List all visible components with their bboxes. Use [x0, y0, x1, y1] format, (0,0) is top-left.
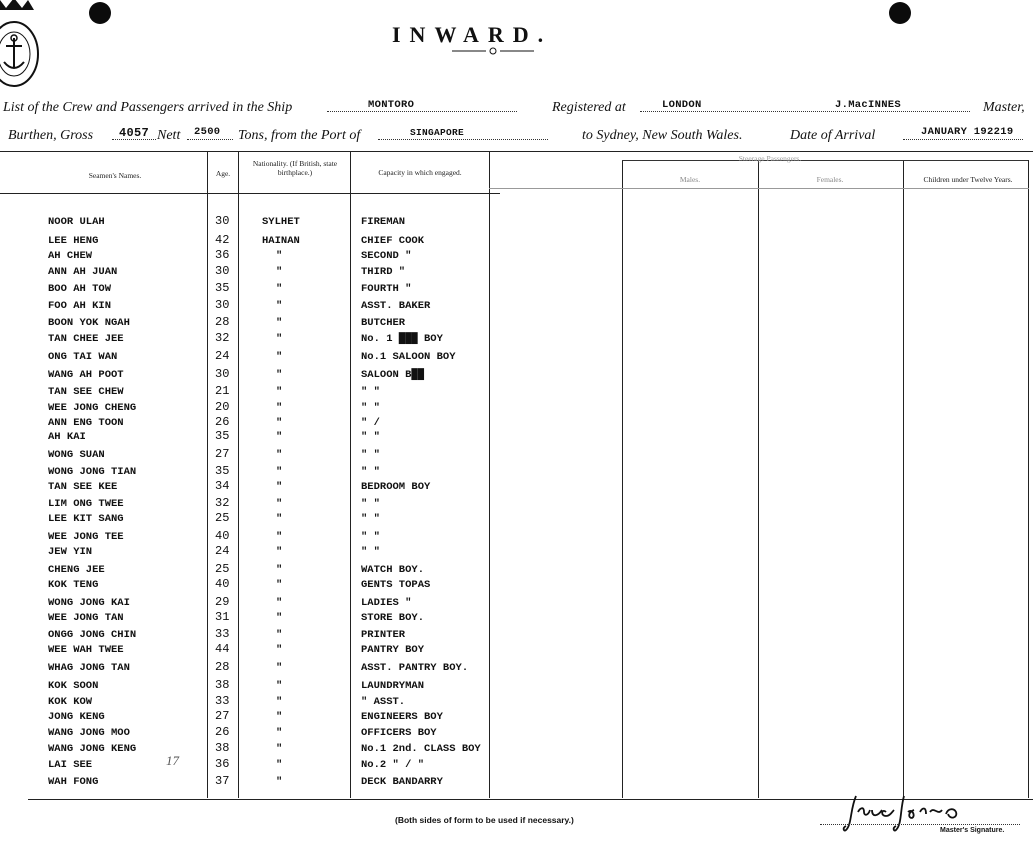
crew-capacity-cell: No.2 " / " — [361, 759, 425, 771]
crew-nationality-cell: " — [276, 579, 283, 591]
crew-nationality-cell: " — [276, 369, 283, 381]
crew-name-cell: FOO AH KIN — [48, 300, 112, 312]
crew-age-cell: 35 — [215, 464, 230, 478]
crew-capacity-cell: " " — [361, 466, 380, 478]
crew-capacity-cell: WATCH BOY. — [361, 564, 425, 576]
crew-age-cell: 21 — [215, 384, 230, 398]
crew-age-cell: 44 — [215, 642, 230, 656]
crew-nationality-cell: " — [276, 351, 283, 363]
crew-age-cell: 27 — [215, 447, 230, 461]
crew-nationality-cell: " — [276, 402, 283, 414]
crew-nationality-cell: " — [276, 466, 283, 478]
label-master: Master, — [983, 100, 1025, 115]
label-nett: Nett — [157, 128, 181, 143]
header-steerage-passengers: Steerage Passengers. — [738, 154, 802, 163]
crew-capacity-cell: No. 1 ███ BOY — [361, 333, 443, 345]
crew-capacity-cell: " " — [361, 449, 380, 461]
crew-name-cell: LEE HENG — [48, 235, 99, 247]
header-seamens-names: Seamen's Names. — [88, 171, 142, 180]
crew-name-cell: BOON YOK NGAH — [48, 317, 130, 329]
crew-nationality-cell: " — [276, 759, 283, 771]
header-capacity: Capacity in which engaged. — [378, 168, 462, 177]
crew-nationality-cell: " — [276, 546, 283, 558]
crew-capacity-cell: THIRD " — [361, 266, 406, 278]
crew-nationality-cell: " — [276, 644, 283, 656]
crew-age-cell: 28 — [215, 315, 230, 329]
ship-name-value: MONTORO — [368, 99, 415, 111]
margin-annotation: 17 — [166, 753, 179, 768]
crew-nationality-cell: " — [276, 711, 283, 723]
crew-nationality-cell: SYLHET — [262, 216, 300, 228]
crew-capacity-cell: ASST. BAKER — [361, 300, 431, 312]
crew-capacity-cell: " " — [361, 531, 380, 543]
crew-age-cell: 42 — [215, 233, 230, 247]
crew-age-cell: 37 — [215, 774, 230, 788]
crew-age-cell: 38 — [215, 741, 230, 755]
nett-tonnage-value: 2500 — [194, 126, 221, 138]
crew-name-cell: WAH FONG — [48, 776, 99, 788]
crew-nationality-cell: " — [276, 680, 283, 692]
crew-nationality-cell: " — [276, 513, 283, 525]
crew-nationality-cell: HAINAN — [262, 235, 300, 247]
signature-caption: Master's Signature. — [940, 827, 1005, 834]
crew-nationality-cell: " — [276, 564, 283, 576]
crew-nationality-cell: " — [276, 449, 283, 461]
header-age: Age. — [215, 169, 231, 178]
crew-capacity-cell: PRINTER — [361, 629, 406, 641]
crew-age-cell: 30 — [215, 367, 230, 381]
header-females: Females. — [816, 175, 844, 184]
crew-age-cell: 33 — [215, 694, 230, 708]
crew-age-cell: 35 — [215, 429, 230, 443]
column-rule — [1028, 160, 1029, 798]
crew-age-cell: 30 — [215, 298, 230, 312]
crew-name-cell: BOO AH TOW — [48, 283, 112, 295]
header-children: Children under Twelve Years. — [923, 175, 1013, 184]
crew-capacity-cell: OFFICERS BOY — [361, 727, 437, 739]
document-title: INWARD. — [392, 22, 553, 47]
crew-nationality-cell: " — [276, 333, 283, 345]
label-date-of-arrival: Date of Arrival — [790, 128, 876, 143]
crew-name-cell: WHAG JONG TAN — [48, 662, 130, 674]
crew-name-cell: TAN CHEE JEE — [48, 333, 124, 345]
crew-capacity-cell: GENTS TOPAS — [361, 579, 431, 591]
crew-nationality-cell: " — [276, 612, 283, 624]
header-males: Males. — [679, 175, 701, 184]
punch-hole-right — [889, 2, 911, 24]
crew-capacity-cell: LADIES " — [361, 597, 412, 609]
crew-name-cell: WEE WAH TWEE — [48, 644, 124, 656]
crew-name-cell: ANN ENG TOON — [48, 417, 124, 429]
crew-name-cell: WONG JONG TIAN — [48, 466, 137, 478]
crew-name-cell: JONG KENG — [48, 711, 105, 723]
column-rule — [622, 160, 623, 798]
crew-name-cell: WEE JONG TAN — [48, 612, 124, 624]
crew-name-cell: TAN SEE CHEW — [48, 386, 124, 398]
crew-name-cell: LIM ONG TWEE — [48, 498, 124, 510]
crew-capacity-cell: " " — [361, 431, 380, 443]
crew-nationality-cell: " — [276, 776, 283, 788]
crew-nationality-cell: " — [276, 317, 283, 329]
crew-capacity-cell: ENGINEERS BOY — [361, 711, 443, 723]
crew-capacity-cell: BUTCHER — [361, 317, 406, 329]
table-header-rule — [0, 193, 500, 194]
crew-capacity-cell: DECK BANDARRY — [361, 776, 443, 788]
column-rule — [238, 152, 239, 798]
title-ornament — [452, 47, 534, 55]
crew-age-cell: 33 — [215, 627, 230, 641]
crew-nationality-cell: " — [276, 386, 283, 398]
crew-age-cell: 25 — [215, 562, 230, 576]
crew-age-cell: 40 — [215, 577, 230, 591]
crew-age-cell: 36 — [215, 757, 230, 771]
crew-age-cell: 32 — [215, 331, 230, 345]
signature-line — [820, 824, 1020, 825]
crew-nationality-cell: " — [276, 662, 283, 674]
crew-nationality-cell: " — [276, 431, 283, 443]
crew-age-cell: 40 — [215, 529, 230, 543]
crew-name-cell: AH KAI — [48, 431, 86, 443]
crew-capacity-cell: " " — [361, 546, 380, 558]
label-to-sydney: to Sydney, New South Wales. — [582, 128, 743, 143]
crew-nationality-cell: " — [276, 597, 283, 609]
crew-nationality-cell: " — [276, 629, 283, 641]
crew-name-cell: JEW YIN — [48, 546, 93, 558]
crew-name-cell: ANN AH JUAN — [48, 266, 118, 278]
crew-nationality-cell: " — [276, 498, 283, 510]
crew-capacity-cell: FIREMAN — [361, 216, 406, 228]
label-burthen-gross: Burthen, Gross — [8, 128, 94, 143]
column-rule — [207, 152, 208, 798]
crew-age-cell: 26 — [215, 725, 230, 739]
crew-nationality-cell: " — [276, 300, 283, 312]
crew-age-cell: 24 — [215, 349, 230, 363]
crew-name-cell: WEE JONG TEE — [48, 531, 124, 543]
crew-name-cell: LAI SEE — [48, 759, 93, 771]
crew-capacity-cell: " / — [361, 417, 380, 429]
crew-capacity-cell: FOURTH " — [361, 283, 412, 295]
crew-nationality-cell: " — [276, 283, 283, 295]
gross-tonnage-value: 4057 — [119, 126, 150, 140]
crew-age-cell: 29 — [215, 595, 230, 609]
crew-name-cell: WONG SUAN — [48, 449, 105, 461]
crew-name-cell: WEE JONG CHENG — [48, 402, 137, 414]
crew-age-cell: 26 — [215, 415, 230, 429]
port-of-departure-value: SINGAPORE — [410, 127, 465, 138]
crew-name-cell: LEE KIT SANG — [48, 513, 124, 525]
crew-name-cell: WANG JONG KENG — [48, 743, 137, 755]
crew-age-cell: 31 — [215, 610, 230, 624]
crew-capacity-cell: SALOON B██ — [361, 369, 425, 381]
crew-name-cell: ONGG JONG CHIN — [48, 629, 137, 641]
crew-name-cell: KOK KOW — [48, 696, 93, 708]
crew-age-cell: 28 — [215, 660, 230, 674]
crew-capacity-cell: No.1 2nd. CLASS BOY — [361, 743, 481, 755]
crew-age-cell: 25 — [215, 511, 230, 525]
column-rule — [350, 152, 351, 798]
crew-age-cell: 24 — [215, 544, 230, 558]
crew-name-cell: WANG AH POOT — [48, 369, 124, 381]
crew-capacity-cell: " " — [361, 386, 380, 398]
crew-nationality-cell: " — [276, 743, 283, 755]
master-signature — [842, 792, 972, 832]
crew-capacity-cell: CHIEF COOK — [361, 235, 425, 247]
crew-capacity-cell: " " — [361, 402, 380, 414]
punch-hole-left — [89, 2, 111, 24]
crew-name-cell: CHENG JEE — [48, 564, 105, 576]
crew-capacity-cell: " " — [361, 513, 380, 525]
crew-capacity-cell: No.1 SALOON BOY — [361, 351, 456, 363]
crew-nationality-cell: " — [276, 696, 283, 708]
crew-name-cell: WONG JONG KAI — [48, 597, 130, 609]
arrival-date-value: JANUARY 192219 — [921, 126, 1014, 138]
crew-capacity-cell: PANTRY BOY — [361, 644, 425, 656]
crew-age-cell: 30 — [215, 214, 230, 228]
registered-at-value: LONDON — [662, 99, 702, 111]
crew-age-cell: 36 — [215, 248, 230, 262]
crew-nationality-cell: " — [276, 417, 283, 429]
crew-capacity-cell: LAUNDRYMAN — [361, 680, 425, 692]
table-top-rule — [0, 151, 1033, 152]
crew-age-cell: 38 — [215, 678, 230, 692]
crew-nationality-cell: " — [276, 531, 283, 543]
official-seal — [0, 0, 42, 94]
crew-capacity-cell: STORE BOY. — [361, 612, 425, 624]
crew-nationality-cell: " — [276, 727, 283, 739]
column-rule — [903, 160, 904, 798]
crew-capacity-cell: BEDROOM BOY — [361, 481, 431, 493]
crew-name-cell: AH CHEW — [48, 250, 93, 262]
column-rule — [489, 152, 490, 798]
crew-capacity-cell: " " — [361, 498, 380, 510]
crew-age-cell: 32 — [215, 496, 230, 510]
master-name-value: J.MacINNES — [835, 99, 902, 111]
crew-name-cell: KOK TENG — [48, 579, 99, 591]
column-rule — [758, 160, 759, 798]
crew-capacity-cell: SECOND " — [361, 250, 412, 262]
crew-nationality-cell: " — [276, 250, 283, 262]
crew-name-cell: TAN SEE KEE — [48, 481, 118, 493]
crew-name-cell: ONG TAI WAN — [48, 351, 118, 363]
crew-name-cell: NOOR ULAH — [48, 216, 105, 228]
crew-name-cell: KOK SOON — [48, 680, 99, 692]
crew-age-cell: 30 — [215, 264, 230, 278]
header-nationality: Nationality. (If British, state birthplace.) — [252, 159, 338, 177]
crew-capacity-cell: " ASST. — [361, 696, 406, 708]
label-tons-from-port: Tons, from the Port of — [238, 128, 361, 143]
crew-nationality-cell: " — [276, 481, 283, 493]
crew-age-cell: 20 — [215, 400, 230, 414]
crew-nationality-cell: " — [276, 266, 283, 278]
passengers-subheader-rule — [489, 188, 1029, 189]
crew-age-cell: 35 — [215, 281, 230, 295]
crew-capacity-cell: ASST. PANTRY BOY. — [361, 662, 469, 674]
footer-note: (Both sides of form to be used if necessary.) — [395, 815, 574, 825]
crew-name-cell: WANG JONG MOO — [48, 727, 130, 739]
label-list-of-crew: List of the Crew and Passengers arrived in the Ship — [3, 100, 293, 115]
crew-age-cell: 34 — [215, 479, 230, 493]
label-registered-at: Registered at — [552, 100, 626, 115]
crew-age-cell: 27 — [215, 709, 230, 723]
